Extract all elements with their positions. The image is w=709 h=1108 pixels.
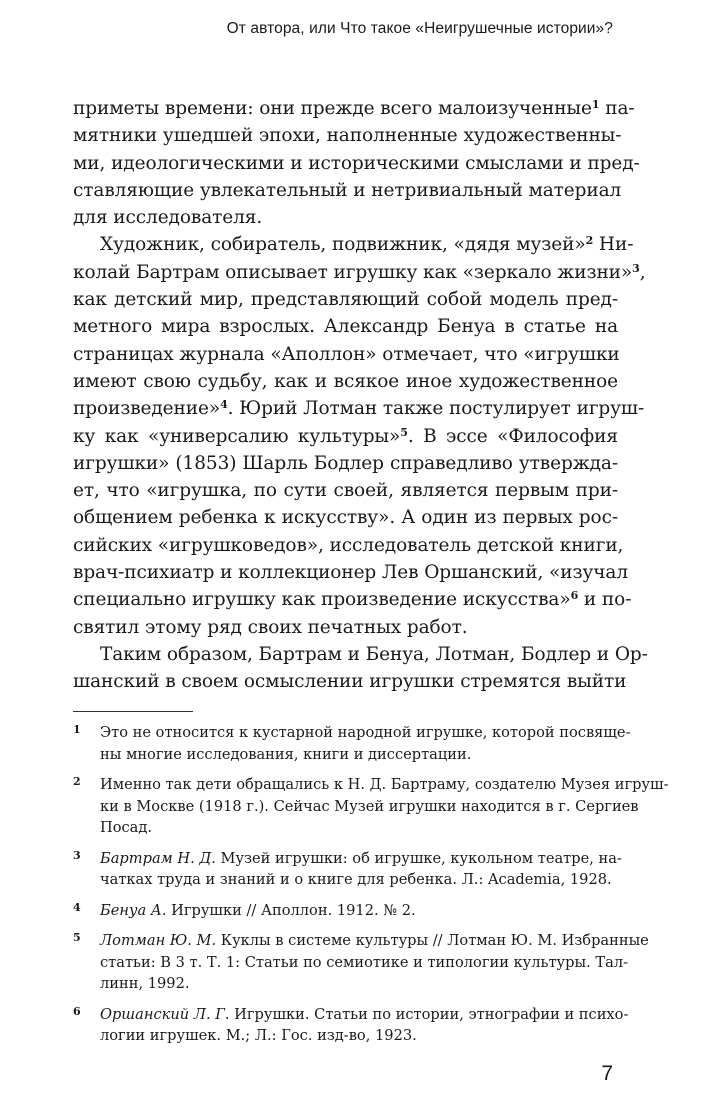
text-line: мятники ушедшей эпохи, наполненные художественны- — [73, 125, 622, 147]
running-title: От автора, или Что такое «Неигрушечные истории»? — [226, 20, 613, 37]
text-line: страницах журнала «Аполлон» отмечает, что «игрушки — [73, 343, 620, 365]
text-line: Художник, собиратель, подвижник, «дядя музей»$^2$ Ни- — [100, 234, 634, 256]
text-line: сийских «игрушковедов», исследователь детской книги, — [73, 534, 624, 556]
text-line: ставляющие увлекательный и нетривиальный материал — [73, 179, 622, 201]
footnote-ref[interactable]: 1 — [591, 98, 600, 111]
footnote-4 — [73, 900, 618, 922]
footnote-line: Бартрам Н. Д. Музей игрушки: об игрушке, кукольном театре, на- — [100, 849, 622, 867]
text-line: как детский мир, представляющий собой модель пред- — [73, 289, 618, 311]
footnote-number: 2 — [73, 775, 81, 788]
text-line: специально игрушку как произведение искусства»$^6$ и по- — [73, 589, 632, 611]
text-line: шанский в своем осмыслении игрушки стремятся выйти — [73, 671, 627, 693]
footnote-line: Именно так дети обращались к Н. Д. Бартраму, создателю Музея игруш- — [100, 776, 669, 793]
text-line: произведение»$^4$. Юрий Лотман также постулирует игруш- — [73, 398, 645, 420]
text-line: приметы времени: они прежде всего малоизученные$^1$ па- — [73, 98, 635, 119]
footnote-number: 6 — [73, 1004, 81, 1018]
footnote-line: Это не относится к кустарной народной игрушке, которой посвяще- — [100, 724, 631, 741]
footnote-3 — [73, 848, 622, 891]
footnote-line: ки в Москве (1918 г.). Сейчас Музей игрушки находится в г. Сергиев — [100, 797, 639, 815]
footnote-number: 5 — [73, 931, 81, 944]
footnote-line: ны многие исследования, книги и диссертации. — [100, 745, 472, 763]
footnote-ref[interactable]: 6 — [570, 589, 579, 603]
footnote-author: Лотман Ю. М. — [100, 932, 217, 949]
text-line: имеют свою судьбу, как и всякое иное художественное — [73, 370, 618, 392]
footnote-5 — [73, 930, 649, 995]
footnote-author: Оршанский Л. Г. — [100, 1005, 230, 1023]
footnote-line: логии игрушек. М.; Л.: Гос. изд-во, 1923. — [100, 1027, 417, 1044]
text-line: Таким образом, Бартрам и Бенуа, Лотман, Бодлер и Ор- — [100, 643, 648, 665]
footnote-line: чатках труда и знаний и о книге для ребенка. Л.: Academia, 1928. — [100, 871, 612, 888]
footnote-ref[interactable]: 2 — [585, 234, 594, 248]
text-line: для исследователя. — [73, 207, 263, 229]
text-line: ми, идеологическими и историческими смыслами и пред- — [73, 152, 640, 174]
footnote-line: Лотман Ю. М. Куклы в системе культуры // Лотман Ю. М. Избранные — [100, 932, 649, 949]
text-line: общением ребенка к искусству». А один из первых рос- — [73, 507, 618, 529]
text-line: ку как «универсалию культуры»$^5$. В эссе «Философия — [73, 425, 618, 447]
footnote-divider — [73, 711, 193, 712]
footnote-line: Оршанский Л. Г. Игрушки. Статьи по истории, этнографии и психо- — [100, 1005, 629, 1023]
text-line: игрушки» (1853) Шарль Бодлер справедливо утверждa- — [73, 452, 618, 474]
footnote-2 — [73, 774, 669, 839]
text-line: святил этому ряд своих печатных работ. — [73, 616, 468, 638]
footnote-1 — [73, 722, 631, 765]
footnote-line: Посад. — [100, 819, 153, 836]
text-line: врач-психиатр и коллекционер Лев Оршанский, «изучал — [73, 562, 628, 584]
main-text — [73, 95, 648, 696]
footnote-author: Бенуа А. — [100, 901, 167, 919]
text-line: ет, что «игрушка, по сути своей, является первым при- — [73, 480, 618, 502]
footnote-ref[interactable]: 3 — [632, 261, 640, 275]
footnote-line: статьи: В 3 т. Т. 1: Статьи по семиотике и типологии культуры. Тал- — [100, 953, 629, 971]
footnote-line: Бенуа А. Игрушки // Аполлон. 1912. № 2. — [100, 901, 416, 919]
footnote-author: Бартрам Н. Д. — [100, 849, 216, 867]
footnote-ref[interactable]: 4 — [220, 398, 228, 412]
text-line: метного мира взрослых. Александр Бенуа в статье на — [73, 316, 618, 338]
footnotes — [73, 722, 669, 1056]
footnote-number: 3 — [73, 848, 81, 862]
footnote-ref[interactable]: 5 — [400, 425, 408, 439]
footnote-6 — [73, 1004, 629, 1047]
page-number: 7 — [601, 1062, 613, 1085]
footnote-line: линн, 1992. — [100, 975, 190, 992]
footnote-number: 4 — [73, 900, 81, 914]
footnote-number: 1 — [73, 723, 81, 736]
text-line: колай Бартрам описывает игрушку как «зеркало жизни»$^3$, — [73, 261, 646, 283]
